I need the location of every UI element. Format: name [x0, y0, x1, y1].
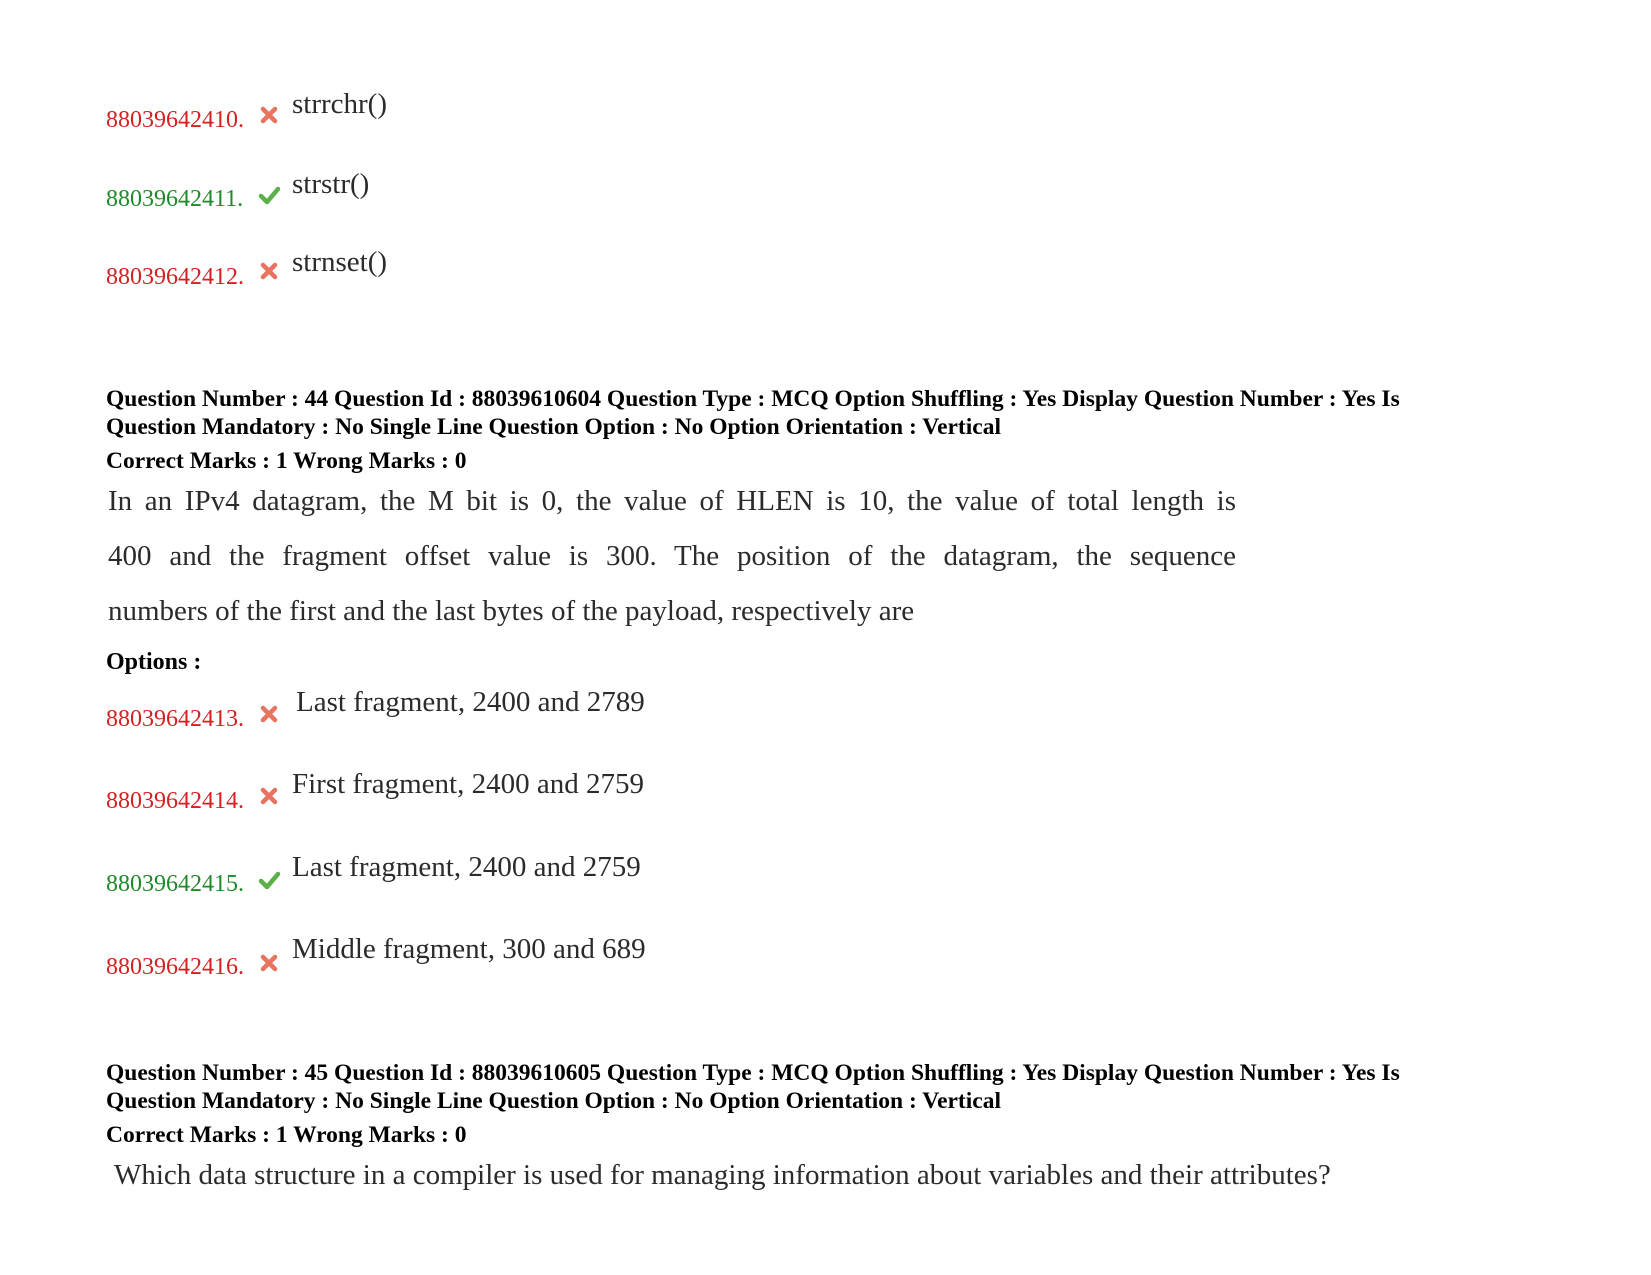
question-meta	[106, 1059, 1546, 1115]
question-marks: Correct Marks : 1 Wrong Marks : 0	[106, 1122, 467, 1148]
option-id: 88039642415.	[106, 871, 244, 897]
cross-icon	[258, 260, 280, 282]
option-text: First fragment, 2400 and 2759	[292, 768, 644, 800]
question-marks: Correct Marks : 1 Wrong Marks : 0	[106, 448, 467, 474]
option-id: 88039642414.	[106, 788, 244, 814]
question-meta-line: Question Number : 45 Question Id : 88039610605 Question Type : MCQ Option Shuffling : Yes Display Question Number : Yes Is	[106, 1060, 1400, 1086]
option-text: strstr()	[292, 168, 370, 200]
option-text: Last fragment, 2400 and 2759	[292, 851, 641, 883]
question-text-line: In an IPv4 datagram, the M bit is 0, the value of HLEN is 10, the value of total length is	[108, 485, 1236, 517]
option-id: 88039642412.	[106, 264, 244, 290]
question-text-line: Which data structure in a compiler is used for managing information about variables and their attributes?	[114, 1159, 1331, 1191]
cross-icon	[258, 785, 280, 807]
option-id: 88039642413.	[106, 706, 244, 732]
check-icon	[258, 184, 280, 206]
option-id: 88039642416.	[106, 954, 244, 980]
question-meta-line: Question Number : 44 Question Id : 88039610604 Question Type : MCQ Option Shuffling : Yes Display Question Number : Yes Is	[106, 386, 1400, 412]
cross-icon	[258, 703, 280, 725]
option-text: strrchr()	[292, 88, 388, 120]
options-label: Options :	[106, 649, 202, 675]
option-id: 88039642410.	[106, 107, 244, 133]
check-icon	[258, 869, 280, 891]
option-text: Middle fragment, 300 and 689	[292, 933, 646, 965]
option-id: 88039642411.	[106, 186, 244, 212]
question-meta-line: Question Mandatory : No Single Line Question Option : No Option Orientation : Vertical	[106, 1088, 1001, 1114]
question-text-line: numbers of the first and the last bytes of the payload, respectively are	[108, 595, 915, 627]
cross-icon	[258, 104, 280, 126]
question-meta-line: Question Mandatory : No Single Line Question Option : No Option Orientation : Vertical	[106, 414, 1001, 440]
option-text: Last fragment, 2400 and 2789	[296, 686, 645, 718]
question-text-line: 400 and the fragment offset value is 300. The position of the datagram, the sequence	[108, 540, 1236, 572]
question-meta	[106, 385, 1546, 441]
option-text: strnset()	[292, 246, 388, 278]
cross-icon	[258, 952, 280, 974]
